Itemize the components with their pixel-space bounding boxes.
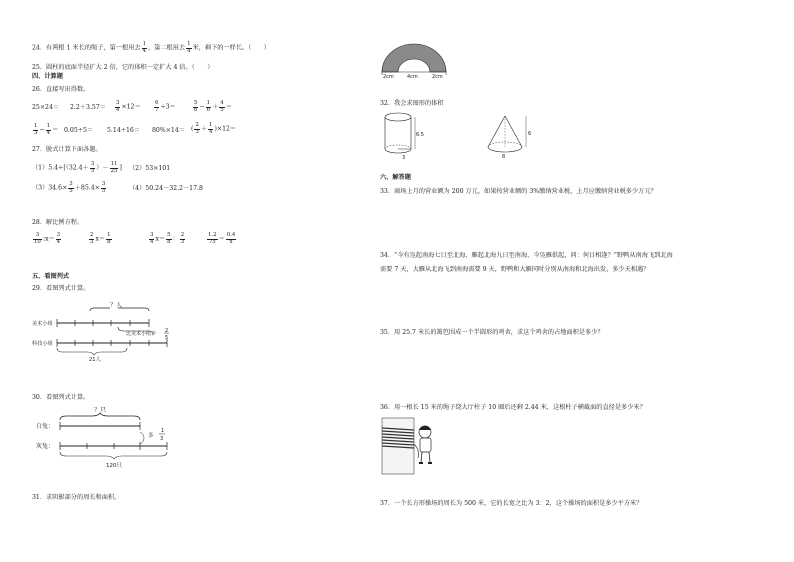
q30-label-white: 白兔： — [36, 423, 55, 430]
cone-figure — [482, 110, 542, 165]
q29-total-label: 21人 — [89, 357, 101, 363]
q24-fraction-2: $\frac{1}{4}$ — [187, 41, 191, 54]
q26-item-4: $\frac{6}{7}$ ÷3＝ — [155, 100, 176, 113]
question-29-title: 29．看图列式计算。 — [32, 285, 90, 292]
q29-top-label: ？人 — [110, 302, 123, 309]
q30-bar-diagram — [36, 404, 216, 474]
q30-total-label: 120只 — [106, 463, 122, 469]
question-32: 32．我会求图形的体积 — [380, 100, 444, 107]
q29-label-art: 美术小组 — [32, 321, 53, 327]
q26-item-7: 0.05÷5＝ — [64, 127, 94, 134]
q29-bar-diagram — [32, 298, 212, 368]
section-4-heading: 四、计算题 — [32, 73, 63, 80]
q30-frac-d: 3 — [160, 436, 164, 442]
q24-text-a: 24．有两根 1 米长的绳子，第一根用去 — [32, 44, 141, 52]
question-36: 36．用一根长 15 米的绳子绕大厅柱子 10 圈后还剩 2.44 米，这根柱子横截面的直径是多少米？ — [380, 404, 646, 411]
q27-item-2: （2）53×101 — [129, 165, 171, 172]
question-33: 33．商场上月的营业额为 200 万元，如果按营业额的 3%缴纳营业税，上月应缴纳营业税多少万元？ — [380, 188, 657, 195]
q28-equation-3: $\frac{3}{4}$ x＝ $\frac{5}{8}$ ： $\frac{2}{3}$ — [150, 232, 185, 245]
q27-item-4: （4）50.24－32.2－17.8 — [129, 185, 203, 192]
question-28-title: 28．解比例方程。 — [32, 219, 84, 226]
q29-frac-d: 5 — [165, 335, 169, 341]
question-34-line-2: 需要 7 天，大雁从北海飞到南海需要 9 天，野鸭和大雁同时分别从南海和北海出发，多少天相遇？ — [380, 266, 650, 273]
arch-dim-middle: 4cm — [407, 74, 418, 80]
q30-frac-n: 1 — [161, 428, 165, 434]
q28-equation-4: $\frac{1.2}{75}$ ＝ $\frac{0.4}{x}$ — [208, 232, 236, 245]
question-25: 25．圆柱的底面半径扩大 2 倍，它的体积一定扩大 4 倍。（ ） — [32, 64, 214, 71]
cylinder-height-label: 6.5 — [416, 132, 424, 138]
section-6-heading: 六、解答题 — [380, 174, 411, 181]
q26-item-5: $\frac{5}{6}$ − $\frac{1}{6}$ ＋ $\frac{4}{5}$ ＝ — [194, 100, 232, 113]
q26-item-9: 80%×14＝ — [152, 127, 185, 134]
question-35: 35．用 25.7 米长的篱笆围成一个半圆形的鸡舍，求这个鸡舍的占地面积是多少？ — [380, 329, 604, 336]
q26-item-2: 2.2＋3.57＝ — [70, 104, 106, 111]
q29-frac-n: 2 — [165, 328, 169, 334]
question-27-title: 27．脱式计算下面各题。 — [32, 146, 102, 153]
cylinder-radius-label: 3 — [402, 155, 406, 161]
q24-text-b: ，第二根用去 — [148, 44, 186, 52]
section-5-heading: 五、看图列式 — [32, 273, 70, 280]
q26-item-8: 5.14÷16＝ — [107, 127, 141, 134]
question-34-line-1: 34．“今有凫起南海七日至北海，雁起北海九日至南海，今凫雁俱起，问：何日相逢？”野鸭从南海飞到北海 — [380, 252, 673, 259]
q26-item-6: $\frac{1}{3}$ − $\frac{1}{4}$ ＝ — [34, 123, 59, 136]
cone-diameter-label: 8 — [502, 154, 506, 160]
q28-equation-2: $\frac{2}{3}$ x＝ $\frac{1}{8}$ — [90, 232, 111, 245]
q29-label-tech: 科技小组 — [32, 341, 53, 347]
q26-item-1: 25×24＝ — [32, 104, 60, 111]
pillar-child-illustration — [380, 416, 440, 476]
q30-label-more: 多 — [148, 433, 154, 439]
question-24 — [32, 42, 270, 54]
question-30-title: 30．看图列式计算。 — [32, 394, 90, 401]
q26-item-10: ( $\frac{2}{3}$ ＋ $\frac{1}{4}$ )×12＝ — [191, 122, 237, 135]
q24-text-c: 米，剩下的一样长。（ ） — [192, 44, 270, 52]
question-31: 31．求阴影部分的周长和面积。 — [32, 494, 121, 501]
arch-dim-left: 2cm — [383, 74, 394, 80]
q26-item-3: $\frac{3}{4}$ ×12＝ — [116, 100, 141, 113]
cone-height-label: 6 — [528, 131, 532, 137]
semi-annulus-figure — [380, 39, 450, 79]
cylinder-figure — [380, 110, 430, 165]
q28-equation-1: $\frac{3}{10}$ :x＝ $\frac{3}{4}$ — [34, 232, 61, 245]
arch-dim-right: 2cm — [432, 74, 443, 80]
question-37: 37．一个长方形操场的周长为 500 米，它的长宽之比为 3：2，这个操场的面积是多少平方米？ — [380, 500, 643, 507]
q27-item-1: （1）5.4÷[（32.4＋ $\frac{3}{5}$ ）－ $\frac{11}{25}$ ] — [32, 161, 122, 174]
q24-fraction-1: $\frac{1}{4}$ — [142, 41, 146, 54]
q30-top-label: ？只 — [94, 407, 107, 414]
question-26-title: 26．直接写出得数。 — [32, 86, 90, 93]
q27-item-3: （3）34.6× $\frac{3}{5}$ ＋85.4× $\frac{3}{5}$ — [32, 181, 106, 194]
q30-label-grey: 灰兔： — [36, 443, 55, 450]
q29-label-less: 比美术小组少 — [126, 331, 157, 337]
